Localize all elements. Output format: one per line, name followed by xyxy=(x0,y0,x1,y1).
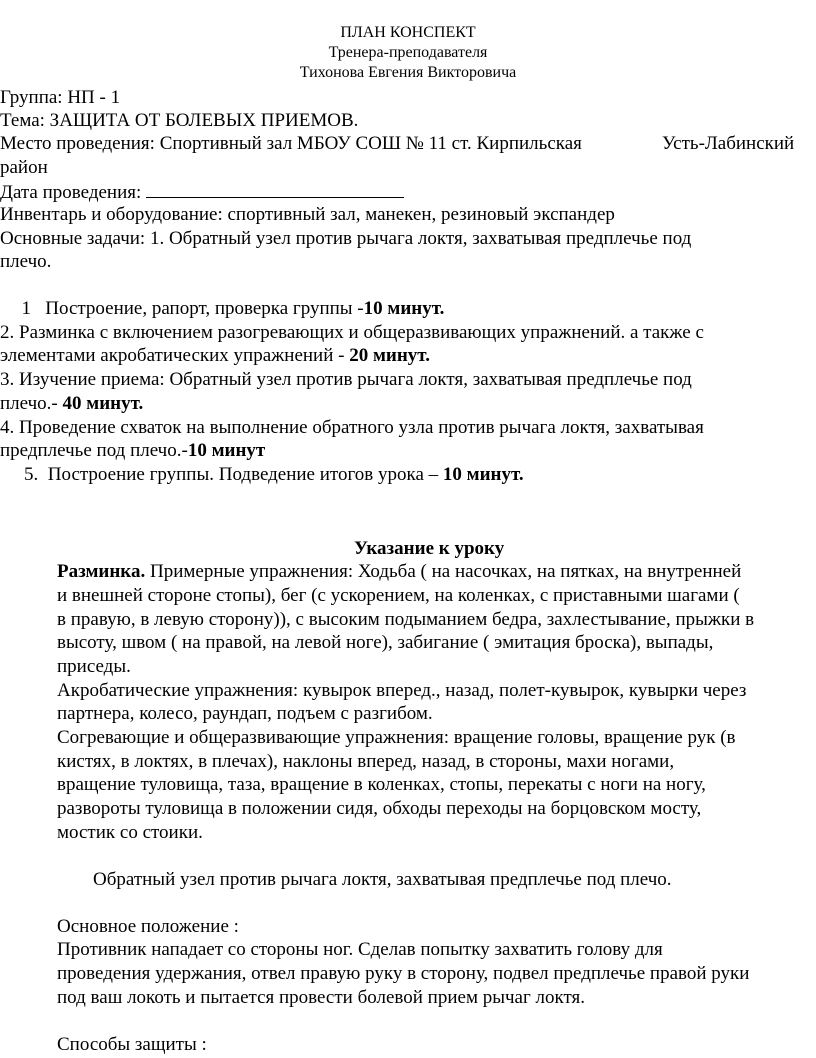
date-line xyxy=(0,179,404,205)
plan-item-text: элементами акробатических упражнений - xyxy=(0,345,350,366)
plan-item-3: 3. Изучение приема: Обратный узел против рычага локтя, захватывая предплечье под xyxy=(0,369,692,390)
date-label: Дата проведения: xyxy=(0,182,147,203)
place-district: Усть-Лабинский xyxy=(662,133,795,154)
warmup-line-1 xyxy=(57,560,741,584)
group-line: Группа: НП - 1 xyxy=(0,87,121,108)
plan-item-text: плечо.- xyxy=(0,393,63,414)
warm-line-5: мостик со стоики. xyxy=(57,822,203,843)
position-line-2: проведения удержания, отвел правую руку в сторону, подвел предплечье правой руки xyxy=(57,963,750,984)
plan-item-text: 1 Построение, рапорт, проверка группы - xyxy=(12,298,364,319)
warmup-line-4: высоту, швом ( на правой, на левой ноге), забигание ( эмитация броска), выпады, xyxy=(57,632,714,653)
date-blank-field xyxy=(146,179,404,198)
document-author: Тихонова Евгения Викторовича xyxy=(299,64,517,81)
plan-item-time: 20 минут. xyxy=(349,345,430,366)
defense-label: Способы защиты : xyxy=(57,1034,207,1055)
plan-item-5 xyxy=(24,463,524,487)
plan-item-time: 40 минут. xyxy=(62,393,144,414)
tasks-line: Основные задачи: 1. Обратный узел против рычага локтя, захватывая предплечье под xyxy=(0,228,692,249)
plan-item-3-cont xyxy=(0,392,143,416)
warmup-label: Разминка. xyxy=(57,561,146,582)
plan-item-text: 5. Построение группы. Подведение итогов урока – xyxy=(24,464,443,485)
place-line-2: район xyxy=(0,157,48,178)
tasks-line-2: плечо. xyxy=(0,251,52,272)
technique-title: Обратный узел против рычага локтя, захватывая предплечье под плечо. xyxy=(93,869,672,890)
plan-item-time: 10 минут. xyxy=(442,464,524,485)
document-subtitle: Тренера-преподавателя xyxy=(328,44,488,61)
plan-item-4: 4. Проведение схваток на выполнение обратного узла против рычага локтя, захватывая xyxy=(0,417,704,438)
acro-line-1: Акробатические упражнения: кувырок вперед., назад, полет-кувырок, кувырки через xyxy=(57,680,747,701)
place-text: Место проведения: Спортивный зал МБОУ СОШ № 11 ст. Кирпильская xyxy=(0,133,582,154)
position-line-1: Противник нападает со стороны ног. Сделав попытку захватить голову для xyxy=(57,939,663,960)
plan-item-text: предплечье под плечо.- xyxy=(0,440,188,461)
plan-item-time: 10 минут. xyxy=(363,298,445,319)
position-label: Основное положение : xyxy=(57,916,239,937)
warmup-line-5: приседы. xyxy=(57,656,131,677)
warmup-text: Примерные упражнения: Ходьба ( на насочках, на пятках, на внутренней xyxy=(145,561,742,582)
plan-item-2: 2. Разминка с включением разогревающих и общеразвивающих упражнений. а также с xyxy=(0,322,704,343)
equipment-line: Инвентарь и оборудование: спортивный зал, манекен, резиновый экспандер xyxy=(0,204,615,225)
plan-item-time: 10 минут xyxy=(187,440,266,461)
warm-line-3: вращение туловища, таза, вращение в коленках, стопы, перекаты с ноги на ногу, xyxy=(57,774,706,795)
plan-item-4-cont xyxy=(0,439,265,463)
theme-line: Тема: ЗАЩИТА ОТ БОЛЕВЫХ ПРИЕМОВ. xyxy=(0,110,359,131)
warmup-line-2: и внешней стороне стопы), бег (с ускорением, на коленках, с приставными шагами ( xyxy=(57,585,740,606)
place-line xyxy=(0,132,582,156)
warm-line-2: кистях, в локтях, в плечах), наклоны вперед, назад, в стороны, махи ногами, xyxy=(57,751,675,772)
instructions-heading: Указание к уроку xyxy=(354,538,505,559)
plan-item-2-cont xyxy=(0,344,430,368)
acro-line-2: партнера, колесо, раундап, подъем с разгибом. xyxy=(57,703,433,724)
warmup-line-3: в правую, в левую сторону)), с высоким подыманием бедра, захлестывание, прыжки в xyxy=(57,609,755,630)
position-line-3: под ваш локоть и пытается провести болевой прием рычаг локтя. xyxy=(57,987,586,1008)
plan-item-1 xyxy=(12,297,444,321)
warm-line-1: Согревающие и общеразвивающие упражнения: вращение головы, вращение рук (в xyxy=(57,727,736,748)
document-title: ПЛАН КОНСПЕКТ xyxy=(340,24,476,41)
warm-line-4: развороты туловища в положении сидя, обходы переходы на борцовском мосту, xyxy=(57,798,702,819)
